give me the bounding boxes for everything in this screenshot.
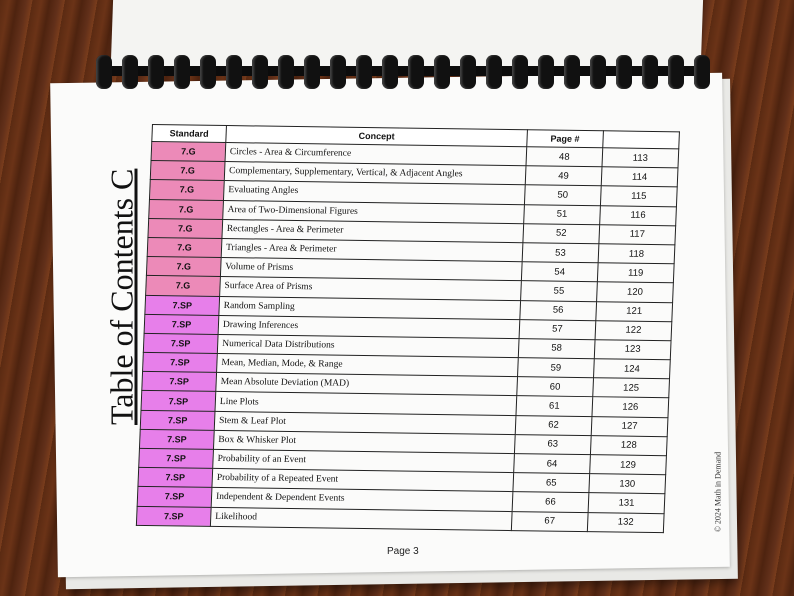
- standard-cell: 7.SP: [142, 372, 217, 392]
- answers-cell: 120: [597, 282, 674, 302]
- binding-loop: [538, 55, 554, 89]
- standard-cell: 7.SP: [143, 352, 218, 372]
- page-cell: 53: [522, 243, 599, 263]
- spiral-binding: [96, 52, 710, 92]
- concept-cell: Probability of a Repeated Event: [212, 469, 514, 492]
- concept-cell: Rectangles - Area & Perimeter: [222, 219, 524, 242]
- answers-cell: 121: [596, 301, 673, 321]
- page-cell: 64: [514, 454, 591, 474]
- table-body: [136, 141, 678, 532]
- binding-loop: [122, 55, 138, 89]
- standard-cell: 7.SP: [145, 295, 220, 315]
- page-cell: 50: [524, 185, 601, 205]
- binding-loop: [356, 55, 372, 89]
- standard-cell: 7.SP: [136, 506, 211, 526]
- standard-cell: 7.G: [146, 276, 221, 296]
- answers-cell: 123: [594, 340, 671, 360]
- answers-cell: 125: [593, 378, 670, 398]
- header-page: Page #: [527, 130, 604, 148]
- binding-loop: [694, 55, 710, 89]
- standard-cell: 7.SP: [137, 487, 212, 507]
- concept-cell: Surface Area of Prisms: [220, 277, 522, 300]
- binding-loop: [616, 55, 632, 89]
- standard-cell: 7.G: [150, 161, 225, 181]
- concept-cell: Numerical Data Distributions: [217, 334, 519, 357]
- binding-loop: [226, 55, 242, 89]
- standard-cell: 7.G: [151, 141, 226, 161]
- page-cell: 65: [513, 473, 590, 493]
- concept-cell: Line Plots: [215, 392, 517, 415]
- answers-cell: 124: [593, 359, 670, 379]
- standard-cell: 7.SP: [140, 410, 215, 430]
- standard-cell: 7.SP: [143, 333, 218, 353]
- binding-loop: [434, 55, 450, 89]
- concept-cell: Likelihood: [210, 507, 512, 530]
- binding-loop: [96, 55, 112, 89]
- answers-cell: 114: [601, 167, 678, 187]
- page-cell: 48: [526, 147, 603, 167]
- binding-loop: [668, 55, 684, 89]
- concept-cell: Complementary, Supplementary, Vertical, & Adjacent Angles: [224, 162, 526, 185]
- answers-cell: 119: [597, 263, 674, 283]
- page-cell: 67: [511, 511, 588, 531]
- binding-loop: [486, 55, 502, 89]
- answers-cell: 122: [595, 320, 672, 340]
- answers-cell: 128: [590, 435, 667, 455]
- page-cell: 54: [521, 262, 598, 282]
- concept-cell: Volume of Prisms: [220, 258, 522, 281]
- binding-loop: [564, 55, 580, 89]
- standard-cell: 7.SP: [138, 468, 213, 488]
- standard-cell: 7.G: [149, 199, 224, 219]
- concept-cell: Drawing Inferences: [218, 315, 520, 338]
- page-number: Page 3: [387, 546, 419, 557]
- page-cell: 59: [517, 358, 594, 378]
- header-concept: Concept: [226, 126, 528, 147]
- page-cell: 58: [518, 339, 595, 359]
- page-cell: 55: [521, 281, 598, 301]
- side-title: Table of Contents C: [103, 168, 140, 425]
- page-cell: 60: [517, 377, 594, 397]
- concept-cell: Box & Whisker Plot: [213, 430, 515, 453]
- standard-cell: 7.G: [148, 218, 223, 238]
- binding-loop: [304, 55, 320, 89]
- concept-cell: Triangles - Area & Perimeter: [221, 238, 523, 261]
- answers-cell: 117: [599, 225, 676, 245]
- page-cell: 61: [516, 396, 593, 416]
- concept-cell: Evaluating Angles: [223, 181, 525, 204]
- binding-loop: [512, 55, 528, 89]
- answers-cell: 118: [598, 244, 675, 264]
- concept-cell: Random Sampling: [219, 296, 521, 319]
- answers-cell: 127: [591, 416, 668, 436]
- copyright-note: © 2024 Math in Demand: [713, 451, 723, 533]
- answers-cell: 115: [600, 186, 677, 206]
- page-cell: 66: [512, 492, 589, 512]
- standard-cell: 7.SP: [139, 448, 214, 468]
- binding-loop: [278, 55, 294, 89]
- page-cell: 62: [515, 415, 592, 435]
- answers-cell: 113: [602, 148, 679, 168]
- answers-cell: 126: [592, 397, 669, 417]
- concept-cell: Circles - Area & Circumference: [225, 143, 527, 166]
- standard-cell: 7.G: [149, 180, 224, 200]
- binding-loop: [174, 55, 190, 89]
- binding-loop: [408, 55, 424, 89]
- answers-cell: 131: [588, 493, 665, 513]
- page-cell: 52: [523, 223, 600, 243]
- header-answers: Answers: [603, 131, 680, 149]
- concept-cell: Mean, Median, Mode, & Range: [217, 353, 519, 376]
- header-standard: Standard: [152, 125, 227, 143]
- concept-cell: Stem & Leaf Plot: [214, 411, 516, 434]
- page-cell: 63: [514, 434, 591, 454]
- page-cell: 56: [520, 300, 597, 320]
- concept-cell: Probability of an Event: [213, 449, 515, 472]
- standard-cell: 7.SP: [139, 429, 214, 449]
- concept-cell: Area of Two-Dimensional Figures: [223, 200, 525, 223]
- standard-cell: 7.G: [146, 257, 221, 277]
- page-cell: 51: [524, 204, 601, 224]
- binding-loop: [330, 55, 346, 89]
- concept-cell: Independent & Dependent Events: [211, 488, 513, 511]
- answers-cell: 129: [590, 455, 667, 475]
- answers-cell: 116: [600, 205, 677, 225]
- answers-cell: 132: [587, 512, 664, 532]
- binding-loop: [590, 55, 606, 89]
- binding-loop: [382, 55, 398, 89]
- concept-cell: Mean Absolute Deviation (MAD): [216, 373, 518, 396]
- binding-loop: [642, 55, 658, 89]
- standard-cell: 7.SP: [141, 391, 216, 411]
- binding-loop: [252, 55, 268, 89]
- standard-cell: 7.SP: [144, 314, 219, 334]
- page-cell: 57: [519, 319, 596, 339]
- standard-cell: 7.G: [147, 237, 222, 257]
- page-cell: 49: [525, 166, 602, 186]
- binding-loop: [460, 55, 476, 89]
- answers-cell: 130: [589, 474, 666, 494]
- binding-loop: [148, 55, 164, 89]
- binding-loop: [200, 55, 216, 89]
- table-of-contents: [136, 124, 680, 533]
